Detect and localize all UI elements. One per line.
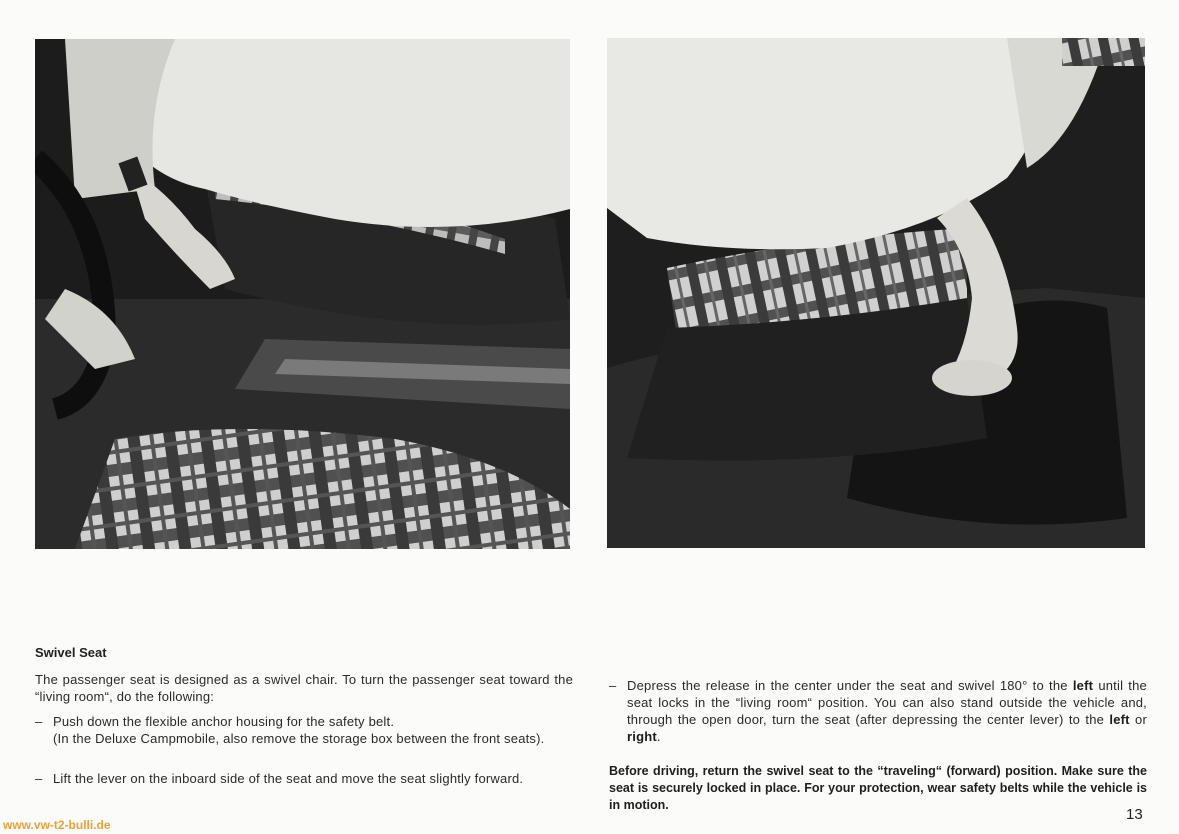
bold-right: right <box>627 729 657 744</box>
step-note: (In the Deluxe Campmobile, also remove the storage box between the front seats). <box>53 731 545 746</box>
bold-left: left <box>1109 712 1130 727</box>
photo-icon <box>607 38 1145 548</box>
step-text-part: . <box>656 729 661 744</box>
step-text-part: Depress the release in the center under the seat and swivel 180° to the <box>627 678 1073 693</box>
dash-bullet: – <box>35 771 43 786</box>
dash-bullet: – <box>609 678 617 693</box>
intro-paragraph: The passenger seat is designed as a swivel chair. To turn the passenger seat toward the “living room“, do the following: <box>35 672 573 704</box>
section-heading: Swivel Seat <box>35 645 107 660</box>
step-lift-lever <box>35 770 573 806</box>
step-depress-release <box>609 677 1147 747</box>
step-text: Push down the flexible anchor housing for the safety belt. <box>53 714 395 729</box>
source-link[interactable]: www.vw-t2-bulli.de <box>3 818 111 832</box>
photo-icon <box>35 39 570 549</box>
photo-seat-release <box>607 38 1145 548</box>
bold-left: left <box>1072 678 1094 693</box>
dash-bullet: – <box>35 714 43 729</box>
step-text-part: until the seat locks in the “living room“ position. You can also stand outside the vehicle and, through the open door, turn the seat (after depressing the center lever) to the <box>627 678 1147 727</box>
step-body <box>53 713 573 747</box>
safety-warning: Before driving, return the swivel seat to the “traveling“ (forward) position. Make sure the seat is securely locked in place. For your protection, wear safety belts while the vehicle is in motion. <box>609 764 1147 812</box>
step-text-part: or <box>1129 712 1147 727</box>
step-text: Lift the lever on the inboard side of the seat and move the seat slightly forward. <box>53 771 524 786</box>
step-push-anchor <box>35 713 573 765</box>
step-text <box>627 677 1147 745</box>
photo-seat-lever <box>35 39 570 549</box>
page-number: 13 <box>1126 806 1143 823</box>
